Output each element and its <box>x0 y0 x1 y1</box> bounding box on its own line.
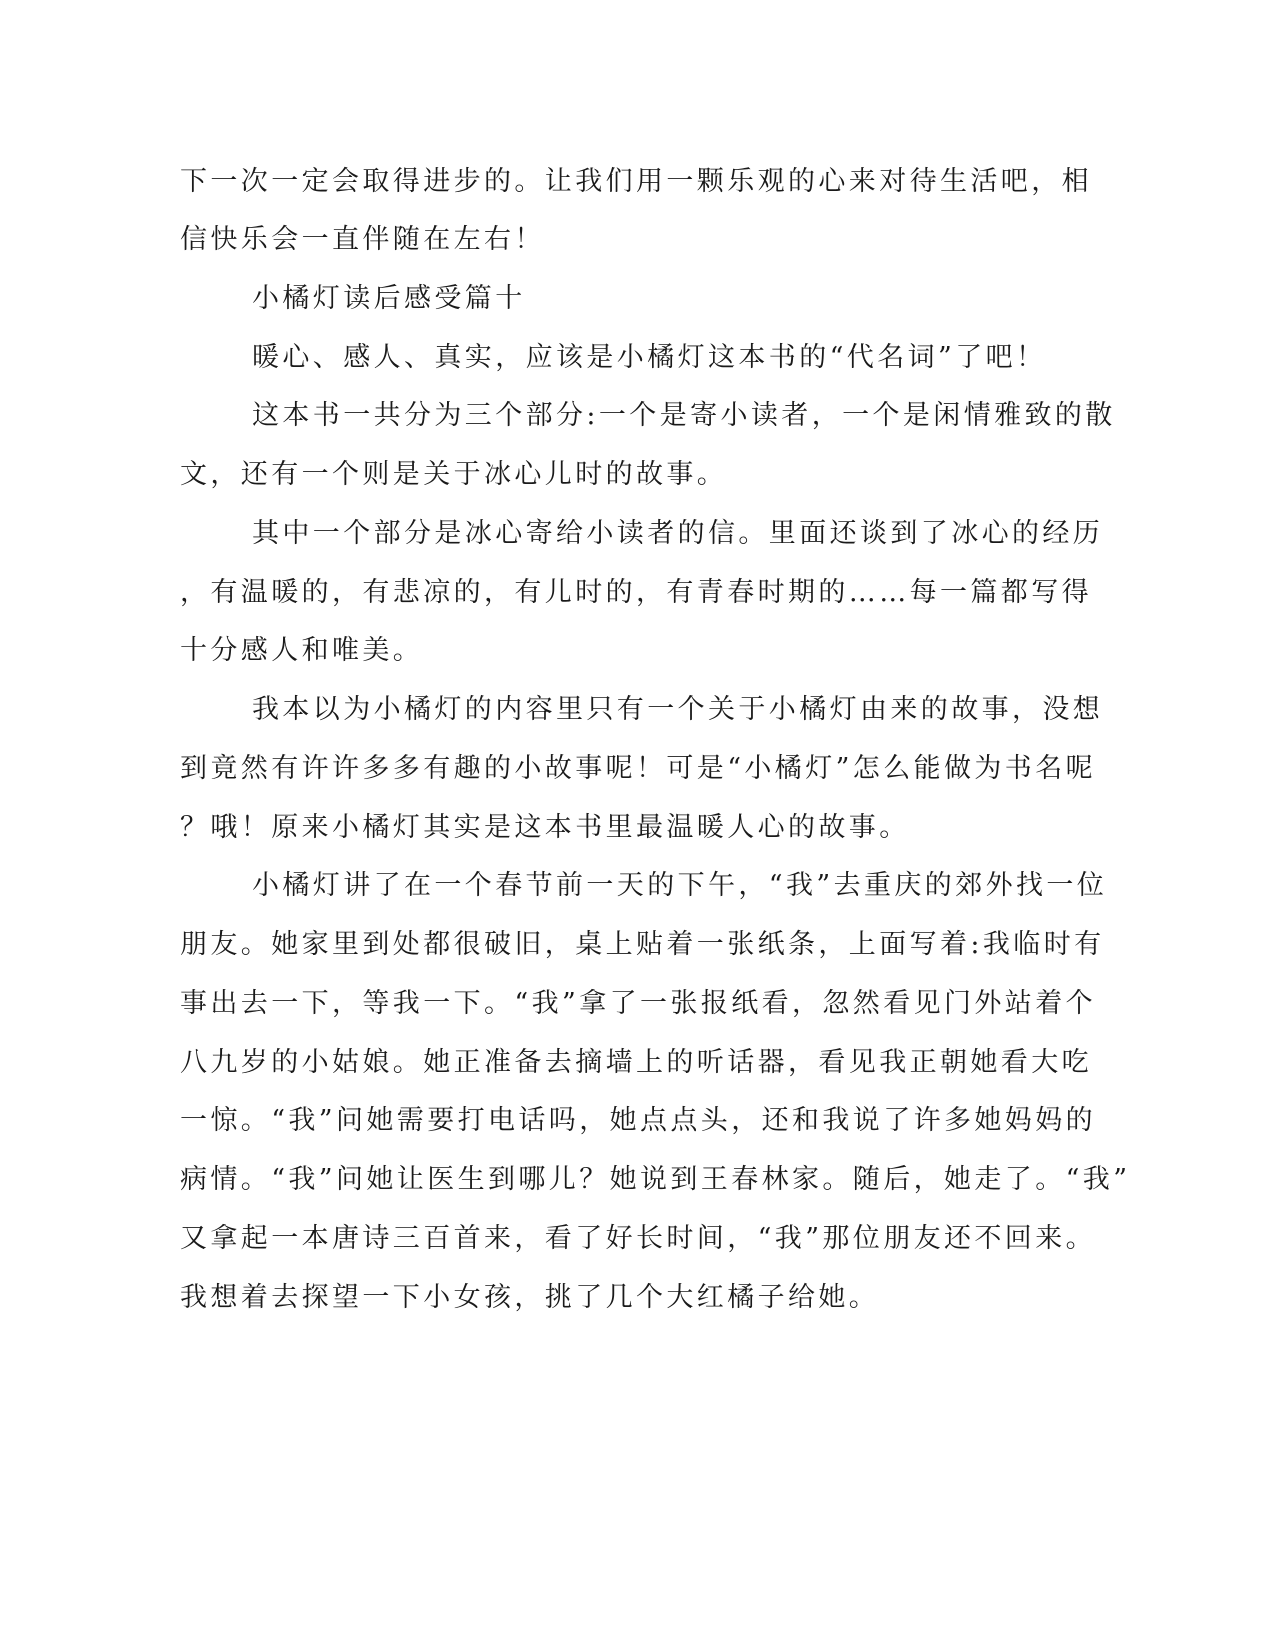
text-line: 十分感人和唯美。 <box>180 635 424 666</box>
text-line: 我本以为小橘灯的内容里只有一个关于小橘灯由来的故事，没想 <box>252 694 1104 725</box>
text-line: 病情。“我”问她让医生到哪儿？她说到王春林家。随后，她走了。“我” <box>180 1164 1131 1195</box>
text-line: 暖心、感人、真实，应该是小橘灯这本书的“代名词”了吧！ <box>252 342 1047 373</box>
text-line: 一惊。“我”问她需要打电话吗，她点点头，还和我说了许多她妈妈的 <box>180 1105 1097 1136</box>
text-line: 事出去一下，等我一下。“我”拿了一张报纸看，忽然看见门外站着个 <box>180 988 1097 1019</box>
text-line: 文，还有一个则是关于冰心儿时的故事。 <box>180 459 728 490</box>
text-line: ？哦！原来小橘灯其实是这本书里最温暖人心的故事。 <box>180 812 910 843</box>
text-line: 小橘灯讲了在一个春节前一天的下午，“我”去重庆的郊外找一位 <box>252 870 1108 901</box>
text-line: 信快乐会一直伴随在左右！ <box>180 224 545 255</box>
text-line: 这本书一共分为三个部分:一个是寄小读者，一个是闲情雅致的散 <box>252 400 1116 431</box>
section-heading: 小橘灯读后感受篇十 <box>252 283 526 314</box>
text-line: 其中一个部分是冰心寄给小读者的信。里面还谈到了冰心的经历 <box>252 518 1104 549</box>
text-line: 朋友。她家里到处都很破旧，桌上贴着一张纸条，上面写着:我临时有 <box>180 929 1105 960</box>
text-line: ，有温暖的，有悲凉的，有儿时的，有青春时期的……每一篇都写得 <box>180 577 1092 608</box>
text-line: 下一次一定会取得进步的。让我们用一颗乐观的心来对待生活吧，相 <box>180 166 1092 197</box>
text-line: 到竟然有许许多多有趣的小故事呢！可是“小橘灯”怎么能做为书名呢 <box>180 753 1097 784</box>
text-line: 八九岁的小姑娘。她正准备去摘墙上的听话器，看见我正朝她看大吃 <box>180 1047 1092 1078</box>
text-block <box>180 0 1131 1650</box>
text-line: 我想着去探望一下小女孩，挑了几个大红橘子给她。 <box>180 1282 880 1313</box>
text-line: 又拿起一本唐诗三百首来，看了好长时间，“我”那位朋友还不回来。 <box>180 1223 1097 1254</box>
